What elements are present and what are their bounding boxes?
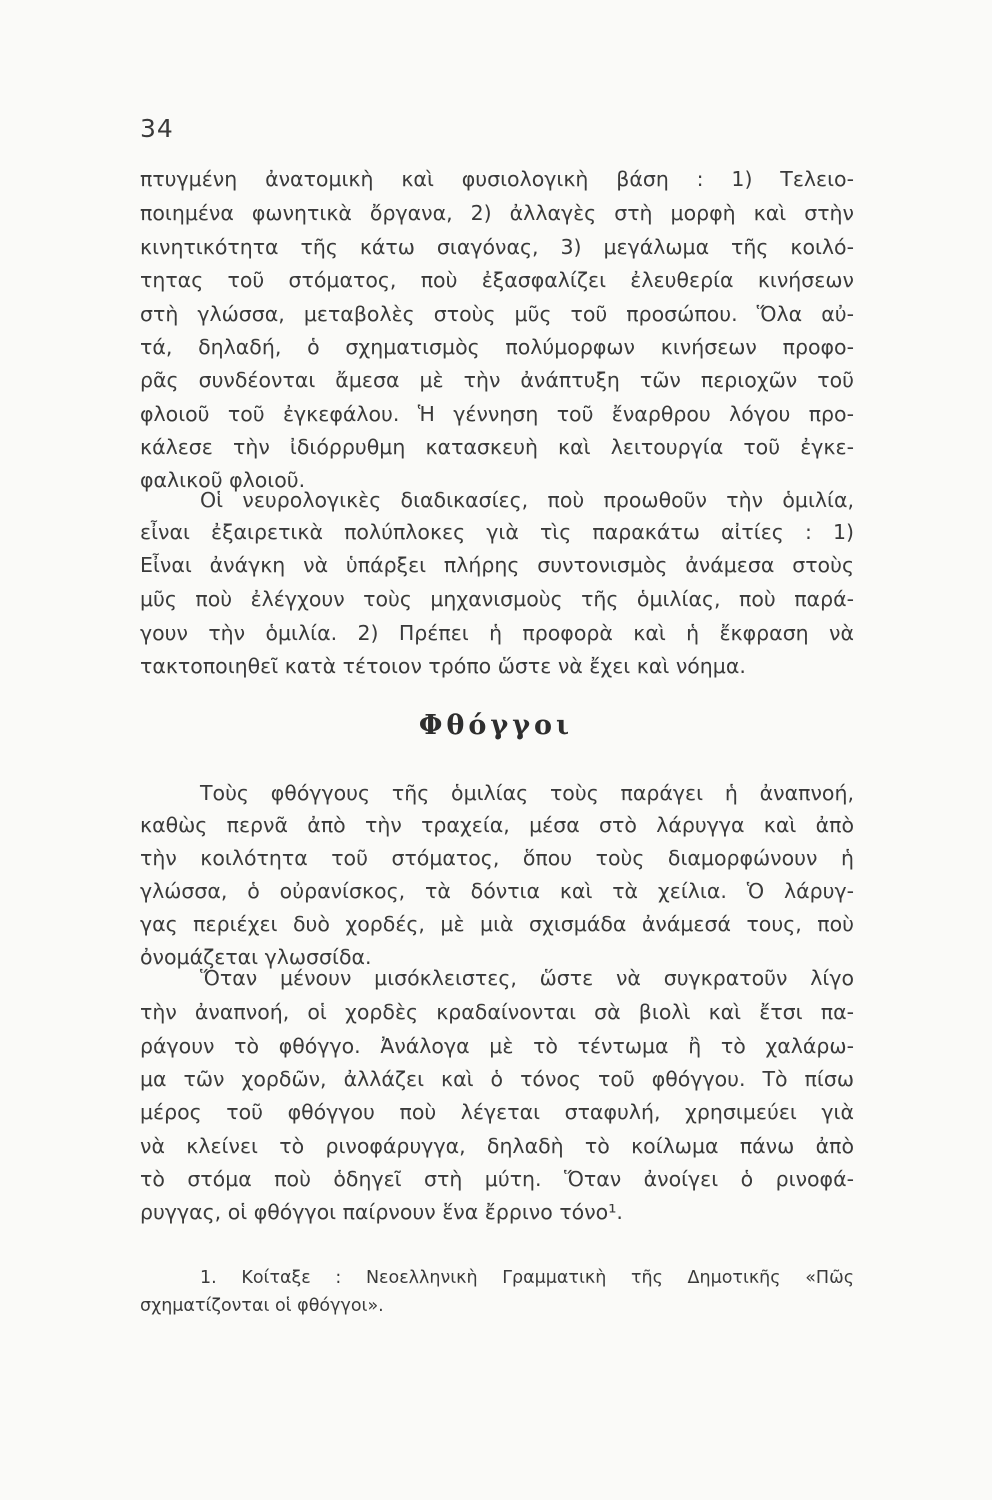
text-line: ρᾶς συνδέονται ἄμεσα μὲ τὴν ἀνάπτυξη τῶν περιοχῶν τοῦ: [140, 368, 854, 392]
text-line: τὴν ἀναπνοή, οἱ χορδὲς κραδαίνονται σὰ βιολὶ καὶ ἔτσι πα-: [140, 1000, 854, 1024]
text-line: φαλικοῦ φλοιοῦ.: [140, 468, 306, 492]
text-line: Τοὺς φθόγγους τῆς ὁμιλίας τοὺς παράγει ἡ ἀναπνοή,: [200, 781, 854, 805]
section-heading: Φθόγγοι: [418, 710, 574, 741]
text-line: μῦς ποὺ ἐλέγχουν τοὺς μηχανισμοὺς τῆς ὁμιλίας, ποὺ παρά-: [140, 587, 854, 611]
text-line: ρυγγας, οἱ φθόγγοι παίρνουν ἕνα ἔρρινο τόνο¹.: [140, 1200, 623, 1224]
text-line: ὀνομάζεται γλωσσίδα.: [140, 945, 372, 969]
text-line: νὰ κλείνει τὸ ρινοφάρυγγα, δηλαδὴ τὸ κοίλωμα πάνω ἀπὸ: [140, 1134, 854, 1158]
text-line: ποιημένα φωνητικὰ ὄργανα, 2) ἀλλαγὲς στὴ μορφὴ καὶ στὴν: [140, 201, 854, 225]
text-line: πτυγμένη ἀνατομικὴ καὶ φυσιολογικὴ βάση : 1) Τελειο-: [140, 167, 854, 191]
text-line: γας περιέχει δυὸ χορδές, μὲ μιὰ σχισμάδα ἀνάμεσά τους, ποὺ: [140, 912, 854, 936]
footnote-line: σχηματίζονται οἱ φθόγγοι».: [140, 1296, 384, 1316]
page-number: 34: [140, 114, 174, 143]
text-line: τὴν κοιλότητα τοῦ στόματος, ὅπου τοὺς διαμορφώνουν ἡ: [140, 846, 854, 870]
text-line: κάλεσε τὴν ἰδιόρρυθμη κατασκευὴ καὶ λειτουργία τοῦ ἐγκε-: [140, 435, 854, 459]
text-line: κινητικότητα τῆς κάτω σιαγόνας, 3) μεγάλωμα τῆς κοιλό-: [140, 235, 854, 259]
text-line: στὴ γλώσσα, μεταβολὲς στοὺς μῦς τοῦ προσώπου. Ὅλα αὐ-: [140, 302, 854, 326]
text-line: Ὅταν μένουν μισόκλειστες, ὥστε νὰ συγκρατοῦν λίγο: [200, 966, 854, 990]
footnote-line: 1. Κοίταξε : Νεοελληνικὴ Γραμματικὴ τῆς Δημοτικῆς «Πῶς: [200, 1268, 854, 1288]
text-line: καθὼς περνᾶ ἀπὸ τὴν τραχεία, μέσα στὸ λάρυγγα καὶ ἀπὸ: [140, 813, 854, 837]
text-line: εἶναι ἐξαιρετικὰ πολύπλοκες γιὰ τὶς παρακάτω αἰτίες : 1): [140, 520, 854, 544]
text-line: τακτοποιηθεῖ κατὰ τέτοιον τρόπο ὥστε νὰ ἔχει καὶ νόημα.: [140, 654, 746, 678]
text-line: τὸ στόμα ποὺ ὁδηγεῖ στὴ μύτη. Ὅταν ἀνοίγει ὁ ρινοφά-: [140, 1167, 854, 1191]
text-line: Οἱ νευρολογικὲς διαδικασίες, ποὺ προωθοῦν τὴν ὁμιλία,: [200, 488, 854, 512]
text-line: γλώσσα, ὁ οὐρανίσκος, τὰ δόντια καὶ τὰ χείλια. Ὁ λάρυγ-: [140, 879, 854, 903]
text-line: μα τῶν χορδῶν, ἀλλάζει καὶ ὁ τόνος τοῦ φθόγγου. Τὸ πίσω: [140, 1067, 854, 1091]
text-line: τητας τοῦ στόματος, ποὺ ἐξασφαλίζει ἐλευθερία κινήσεων: [140, 268, 854, 292]
text-line: τά, δηλαδή, ὁ σχηματισμὸς πολύμορφων κινήσεων προφο-: [140, 335, 854, 359]
text-line: γουν τὴν ὁμιλία. 2) Πρέπει ἡ προφορὰ καὶ ἡ ἔκφραση νὰ: [140, 621, 854, 645]
text-line: μέρος τοῦ φθόγγου ποὺ λέγεται σταφυλή, χρησιμεύει γιὰ: [140, 1100, 854, 1124]
text-line: Εἶναι ἀνάγκη νὰ ὑπάρξει πλήρης συντονισμὸς ἀνάμεσα στοὺς: [140, 553, 854, 577]
text-line: ράγουν τὸ φθόγγο. Ἀνάλογα μὲ τὸ τέντωμα ἢ τὸ χαλάρω-: [140, 1034, 854, 1058]
text-line: φλοιοῦ τοῦ ἐγκεφάλου. Ἡ γέννηση τοῦ ἔναρθρου λόγου προ-: [140, 402, 854, 426]
